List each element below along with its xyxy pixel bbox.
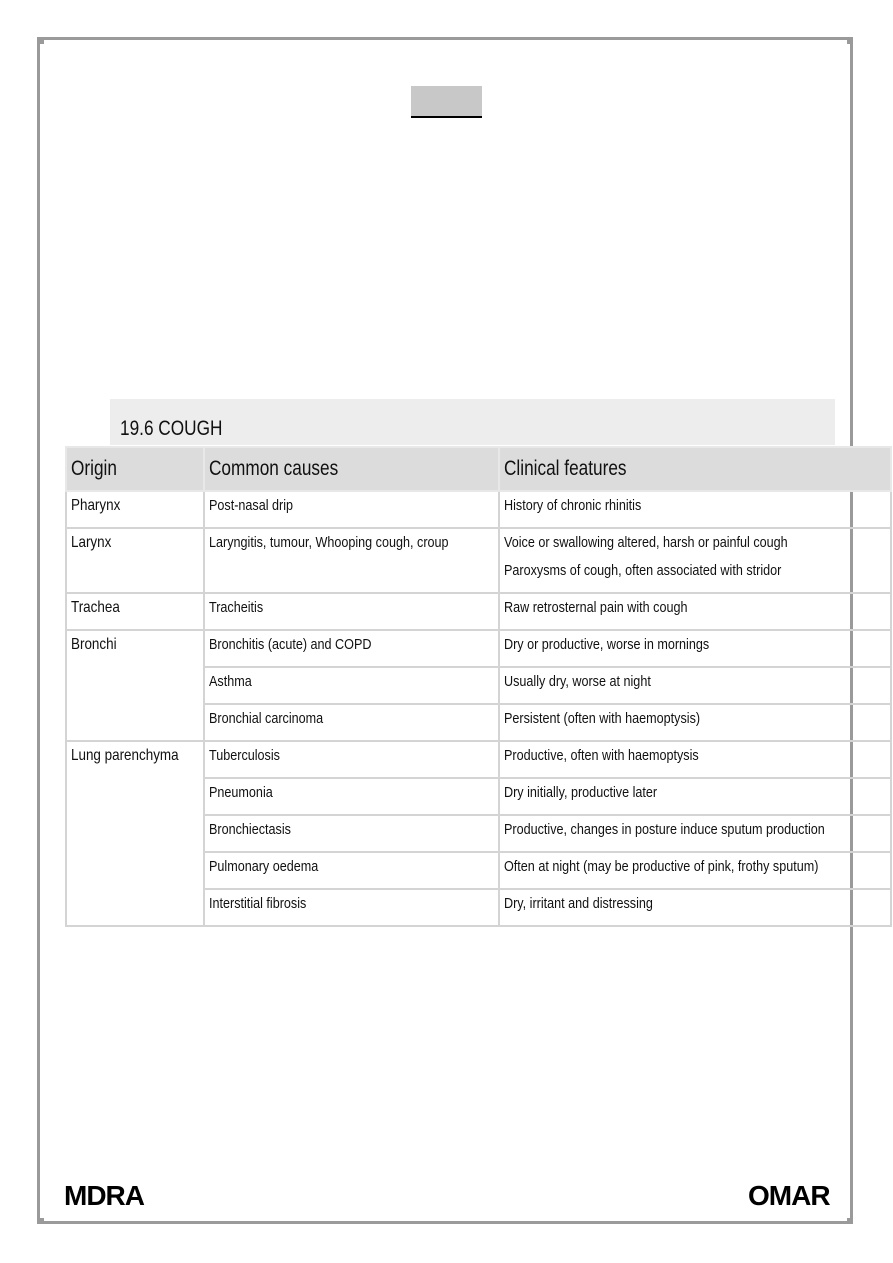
feature-cell: Dry initially, productive later [499, 778, 891, 815]
cause-cell: Bronchiectasis [204, 815, 499, 852]
table-heading-text: 19.6 COUGH [120, 417, 223, 440]
cause-cell: Pneumonia [204, 778, 499, 815]
table-row [66, 593, 891, 630]
feature-cell: Often at night (may be productive of pink, frothy sputum) [499, 852, 891, 889]
origin-cell: Larynx [66, 528, 204, 593]
origin-cell: Bronchi [66, 630, 204, 741]
cough-table [65, 446, 892, 927]
origin-cell: Pharynx [66, 491, 204, 528]
feature-cell: Usually dry, worse at night [499, 667, 891, 704]
column-header-features: Clinical features [499, 447, 891, 491]
table-row [66, 528, 891, 593]
feature-cell: Dry, irritant and distressing [499, 889, 891, 926]
cause-cell: Bronchial carcinoma [204, 704, 499, 741]
cause-cell: Tuberculosis [204, 741, 499, 778]
table-header-row [66, 447, 891, 491]
table-row [66, 491, 891, 528]
feature-cell: Productive, often with haemoptysis [499, 741, 891, 778]
cause-cell: Interstitial fibrosis [204, 889, 499, 926]
origin-cell: Lung parenchyma [66, 741, 204, 926]
feature-cell: Persistent (often with haemoptysis) [499, 704, 891, 741]
corner-mark [38, 1218, 44, 1224]
cause-cell: Tracheitis [204, 593, 499, 630]
table-heading [110, 399, 835, 445]
corner-mark [847, 1218, 853, 1224]
corner-mark [38, 38, 44, 44]
cause-cell: Asthma [204, 667, 499, 704]
cause-cell: Laryngitis, tumour, Whooping cough, croup [204, 528, 499, 593]
column-header-origin: Origin [66, 447, 204, 491]
column-header-causes: Common causes [204, 447, 499, 491]
mdra-logo: MDRA [64, 1180, 144, 1211]
feature-cell: Raw retrosternal pain with cough [499, 593, 891, 630]
table-row [66, 741, 891, 778]
cause-cell: Post-nasal drip [204, 491, 499, 528]
page-title-placeholder [411, 86, 482, 118]
feature-cell: Productive, changes in posture induce sputum production [499, 815, 891, 852]
feature-cell: Voice or swallowing altered, harsh or painful cough Paroxysms of cough, often associated with stridor [499, 528, 891, 593]
cause-cell: Pulmonary oedema [204, 852, 499, 889]
origin-cell: Trachea [66, 593, 204, 630]
omar-logo: OMAR [748, 1180, 830, 1211]
table-row [66, 630, 891, 667]
corner-mark [847, 38, 853, 44]
feature-cell: Dry or productive, worse in mornings [499, 630, 891, 667]
cause-cell: Bronchitis (acute) and COPD [204, 630, 499, 667]
feature-cell: History of chronic rhinitis [499, 491, 891, 528]
